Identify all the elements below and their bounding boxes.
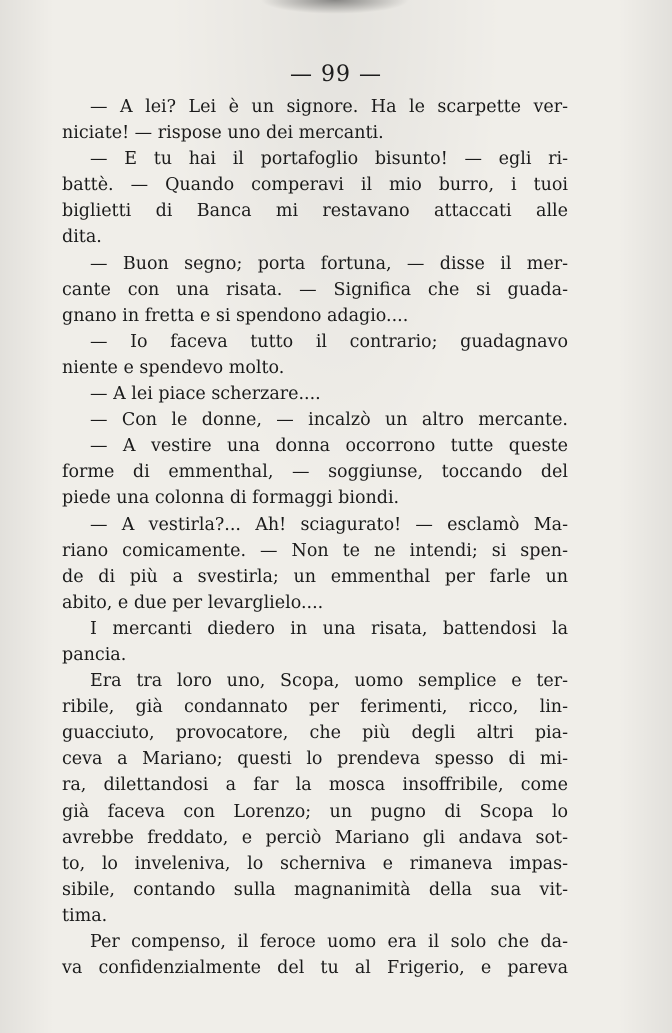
text-line: ribile, già condannato per ferimenti, ricco, lin- (62, 697, 568, 718)
text-line: va confidenzialmente del tu al Frigerio, e pareva (62, 958, 568, 979)
text-line: — A vestirla?... Ah! sciagurato! — esclamò Ma- (90, 514, 568, 535)
text-line: pancia. (62, 644, 127, 665)
text-line: niente e spendevo molto. (62, 357, 285, 378)
text-line: riano comicamente. — Non te ne intendi; si spen- (62, 540, 568, 561)
text-line: — E tu hai il portafoglio bisunto! — egli ri- (90, 149, 568, 170)
text-line: I mercanti diedero in una risata, battendosi la (90, 618, 568, 639)
text-line: avrebbe freddato, e perciò Mariano gli andava sot- (62, 827, 568, 848)
text-line: — A lei? Lei è un signore. Ha le scarpette ver- (90, 97, 568, 117)
text-line: to, lo inveleniva, lo scherniva e rimaneva impas- (62, 853, 568, 874)
text-line: abito, e due per levarglielo.... (62, 592, 324, 613)
text-line: sibile, contando sulla magnanimità della sua vit- (62, 879, 568, 900)
page-number: — 99 — (290, 62, 382, 87)
text-line: — Con le donne, — incalzò un altro mercante. (90, 410, 568, 431)
text-line: già faceva con Lorenzo; un pugno di Scopa lo (62, 801, 568, 822)
text-line: piede una colonna di formaggi biondi. (62, 488, 400, 509)
text-line: gnano in fretta e si spendono adagio.... (62, 305, 409, 326)
binding-shadow (260, 0, 410, 14)
text-line: Era tra loro uno, Scopa, uomo semplice e ter- (90, 671, 568, 692)
text-line: tima. (62, 905, 108, 926)
text-line: ceva a Mariano; questi lo prendeva spesso di mi- (62, 749, 568, 770)
text-line: de di più a svestirla; un emmenthal per farle un (62, 566, 568, 587)
body-text (62, 94, 568, 981)
text-line: battè. — Quando comperavi il mio burro, i tuoi (62, 175, 568, 196)
text-line: dita. (62, 227, 102, 248)
text-line: — A lei piace scherzare.... (90, 384, 321, 405)
text-line: cante con una risata. — Significa che si guada- (62, 279, 568, 300)
text-line: Per compenso, il feroce uomo era il solo che da- (90, 932, 568, 952)
text-line: — Buon segno; porta fortuna, — disse il mer- (90, 253, 568, 274)
text-line: niciate! — rispose uno dei mercanti. (62, 123, 384, 144)
text-line: forme di emmenthal, — soggiunse, toccando del (62, 462, 568, 483)
text-line: ra, dilettandosi a far la mosca insoffribile, come (62, 775, 568, 796)
text-line: guacciuto, provocatore, che più degli altri pia- (62, 723, 568, 744)
text-line: — Io faceva tutto il contrario; guadagnavo (90, 331, 568, 352)
text-line: — A vestire una donna occorrono tutte queste (90, 436, 568, 457)
text-line: biglietti di Banca mi restavano attaccati alle (62, 201, 568, 222)
